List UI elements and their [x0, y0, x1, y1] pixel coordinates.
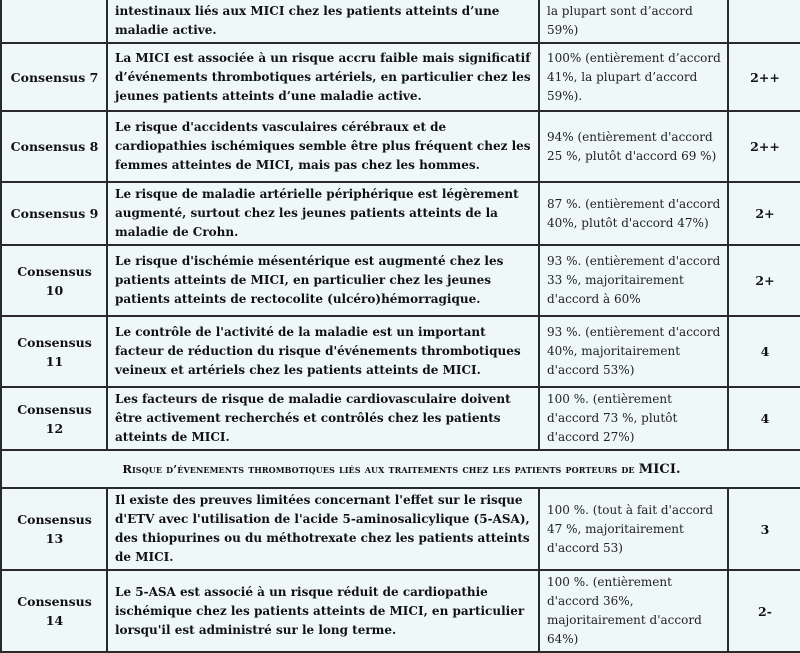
consensus-label: Consensus 9 [1, 182, 107, 245]
consensus-label: Consensus 10 [1, 245, 107, 316]
table-row [1, 488, 800, 570]
grade-cell-empty [728, 0, 800, 43]
consensus-label: Consensus 14 [1, 570, 107, 652]
evidence-grade: 2- [728, 570, 800, 652]
agreement-cell: 93 %. (entièrement d'accord 33 %, majoritairement d'accord à 60% [539, 245, 728, 316]
evidence-grade: 4 [728, 387, 800, 450]
table-row [1, 570, 800, 652]
agreement-cell: 100 %. (entièrement d'accord 36%, majoritairement d'accord 64%) [539, 570, 728, 652]
statement-cell: Le 5-ASA est associé à un risque réduit de cardiopathie ischémique chez les patients atteints de MICI, en particulier lorsqu'il est administré sur le long terme. [107, 570, 539, 652]
agreement-cell: 100% (entièrement d’accord 41%, la plupart d’accord 59%). [539, 43, 728, 111]
evidence-grade: 2+ [728, 182, 800, 245]
statement-cell: La MICI est associée à un risque accru faible mais significatif d’événements thrombotiques artériels, en particulier chez les jeunes patients atteints d’une maladie active. [107, 43, 539, 111]
consensus-label: Consensus 7 [1, 43, 107, 111]
table-row [1, 43, 800, 111]
section-heading-text: Risque d’évenements thrombotiques liés aux traitements chez les patients porteurs de [122, 461, 635, 476]
statement-cell: Le contrôle de l'activité de la maladie est un important facteur de réduction du risque d'événements thrombotiques veineux et artériels chez les patients atteints de MICI. [107, 316, 539, 387]
agreement-cell: la plupart sont d’accord 59%) [539, 0, 728, 43]
table-row [1, 387, 800, 450]
table-row [1, 316, 800, 387]
table-row [1, 111, 800, 182]
table-row [1, 182, 800, 245]
evidence-grade: 4 [728, 316, 800, 387]
evidence-grade: 2++ [728, 43, 800, 111]
statement-cell: intestinaux liés aux MICI chez les patients atteints d’une maladie active. [107, 0, 539, 43]
agreement-cell: 93 %. (entièrement d'accord 40%, majoritairement d'accord 53%) [539, 316, 728, 387]
table-row-continuation [1, 0, 800, 43]
section-heading [1, 450, 800, 488]
evidence-grade: 2++ [728, 111, 800, 182]
agreement-cell: 94% (entièrement d'accord 25 %, plutôt d'accord 69 %) [539, 111, 728, 182]
agreement-cell: 100 %. (tout à fait d'accord 47 %, majoritairement d'accord 53) [539, 488, 728, 570]
section-heading-row [1, 450, 800, 488]
agreement-cell: 100 %. (entièrement d'accord 73 %, plutôt d'accord 27%) [539, 387, 728, 450]
consensus-label: Consensus 12 [1, 387, 107, 450]
table-row [1, 245, 800, 316]
statement-cell: Le risque de maladie artérielle périphérique est légèrement augmenté, surtout chez les jeunes patients atteints de la maladie de Crohn. [107, 182, 539, 245]
consensus-label: Consensus 13 [1, 488, 107, 570]
consensus-label: Consensus 11 [1, 316, 107, 387]
section-heading-abbr: MICI. [638, 461, 681, 477]
statement-cell: Les facteurs de risque de maladie cardiovasculaire doivent être activement recherchés et contrôlés chez les patients atteints de MICI. [107, 387, 539, 450]
statement-cell: Il existe des preuves limitées concernant l'effet sur le risque d'ETV avec l'utilisation de l'acide 5-aminosalicylique (5-ASA), des thiopurines ou du méthotrexate chez les patients atteints de MICI. [107, 488, 539, 570]
evidence-grade: 3 [728, 488, 800, 570]
label-cell-empty [1, 0, 107, 43]
agreement-cell: 87 %. (entièrement d'accord 40%, plutôt d'accord 47%) [539, 182, 728, 245]
consensus-label: Consensus 8 [1, 111, 107, 182]
statement-cell: Le risque d'ischémie mésentérique est augmenté chez les patients atteints de MICI, en particulier chez les jeunes patients atteints de rectocolite (ulcéro)hémorragique. [107, 245, 539, 316]
statement-cell: Le risque d'accidents vasculaires cérébraux et de cardiopathies ischémiques semble être plus fréquent chez les femmes atteintes de MICI, mais pas chez les hommes. [107, 111, 539, 182]
evidence-grade: 2+ [728, 245, 800, 316]
